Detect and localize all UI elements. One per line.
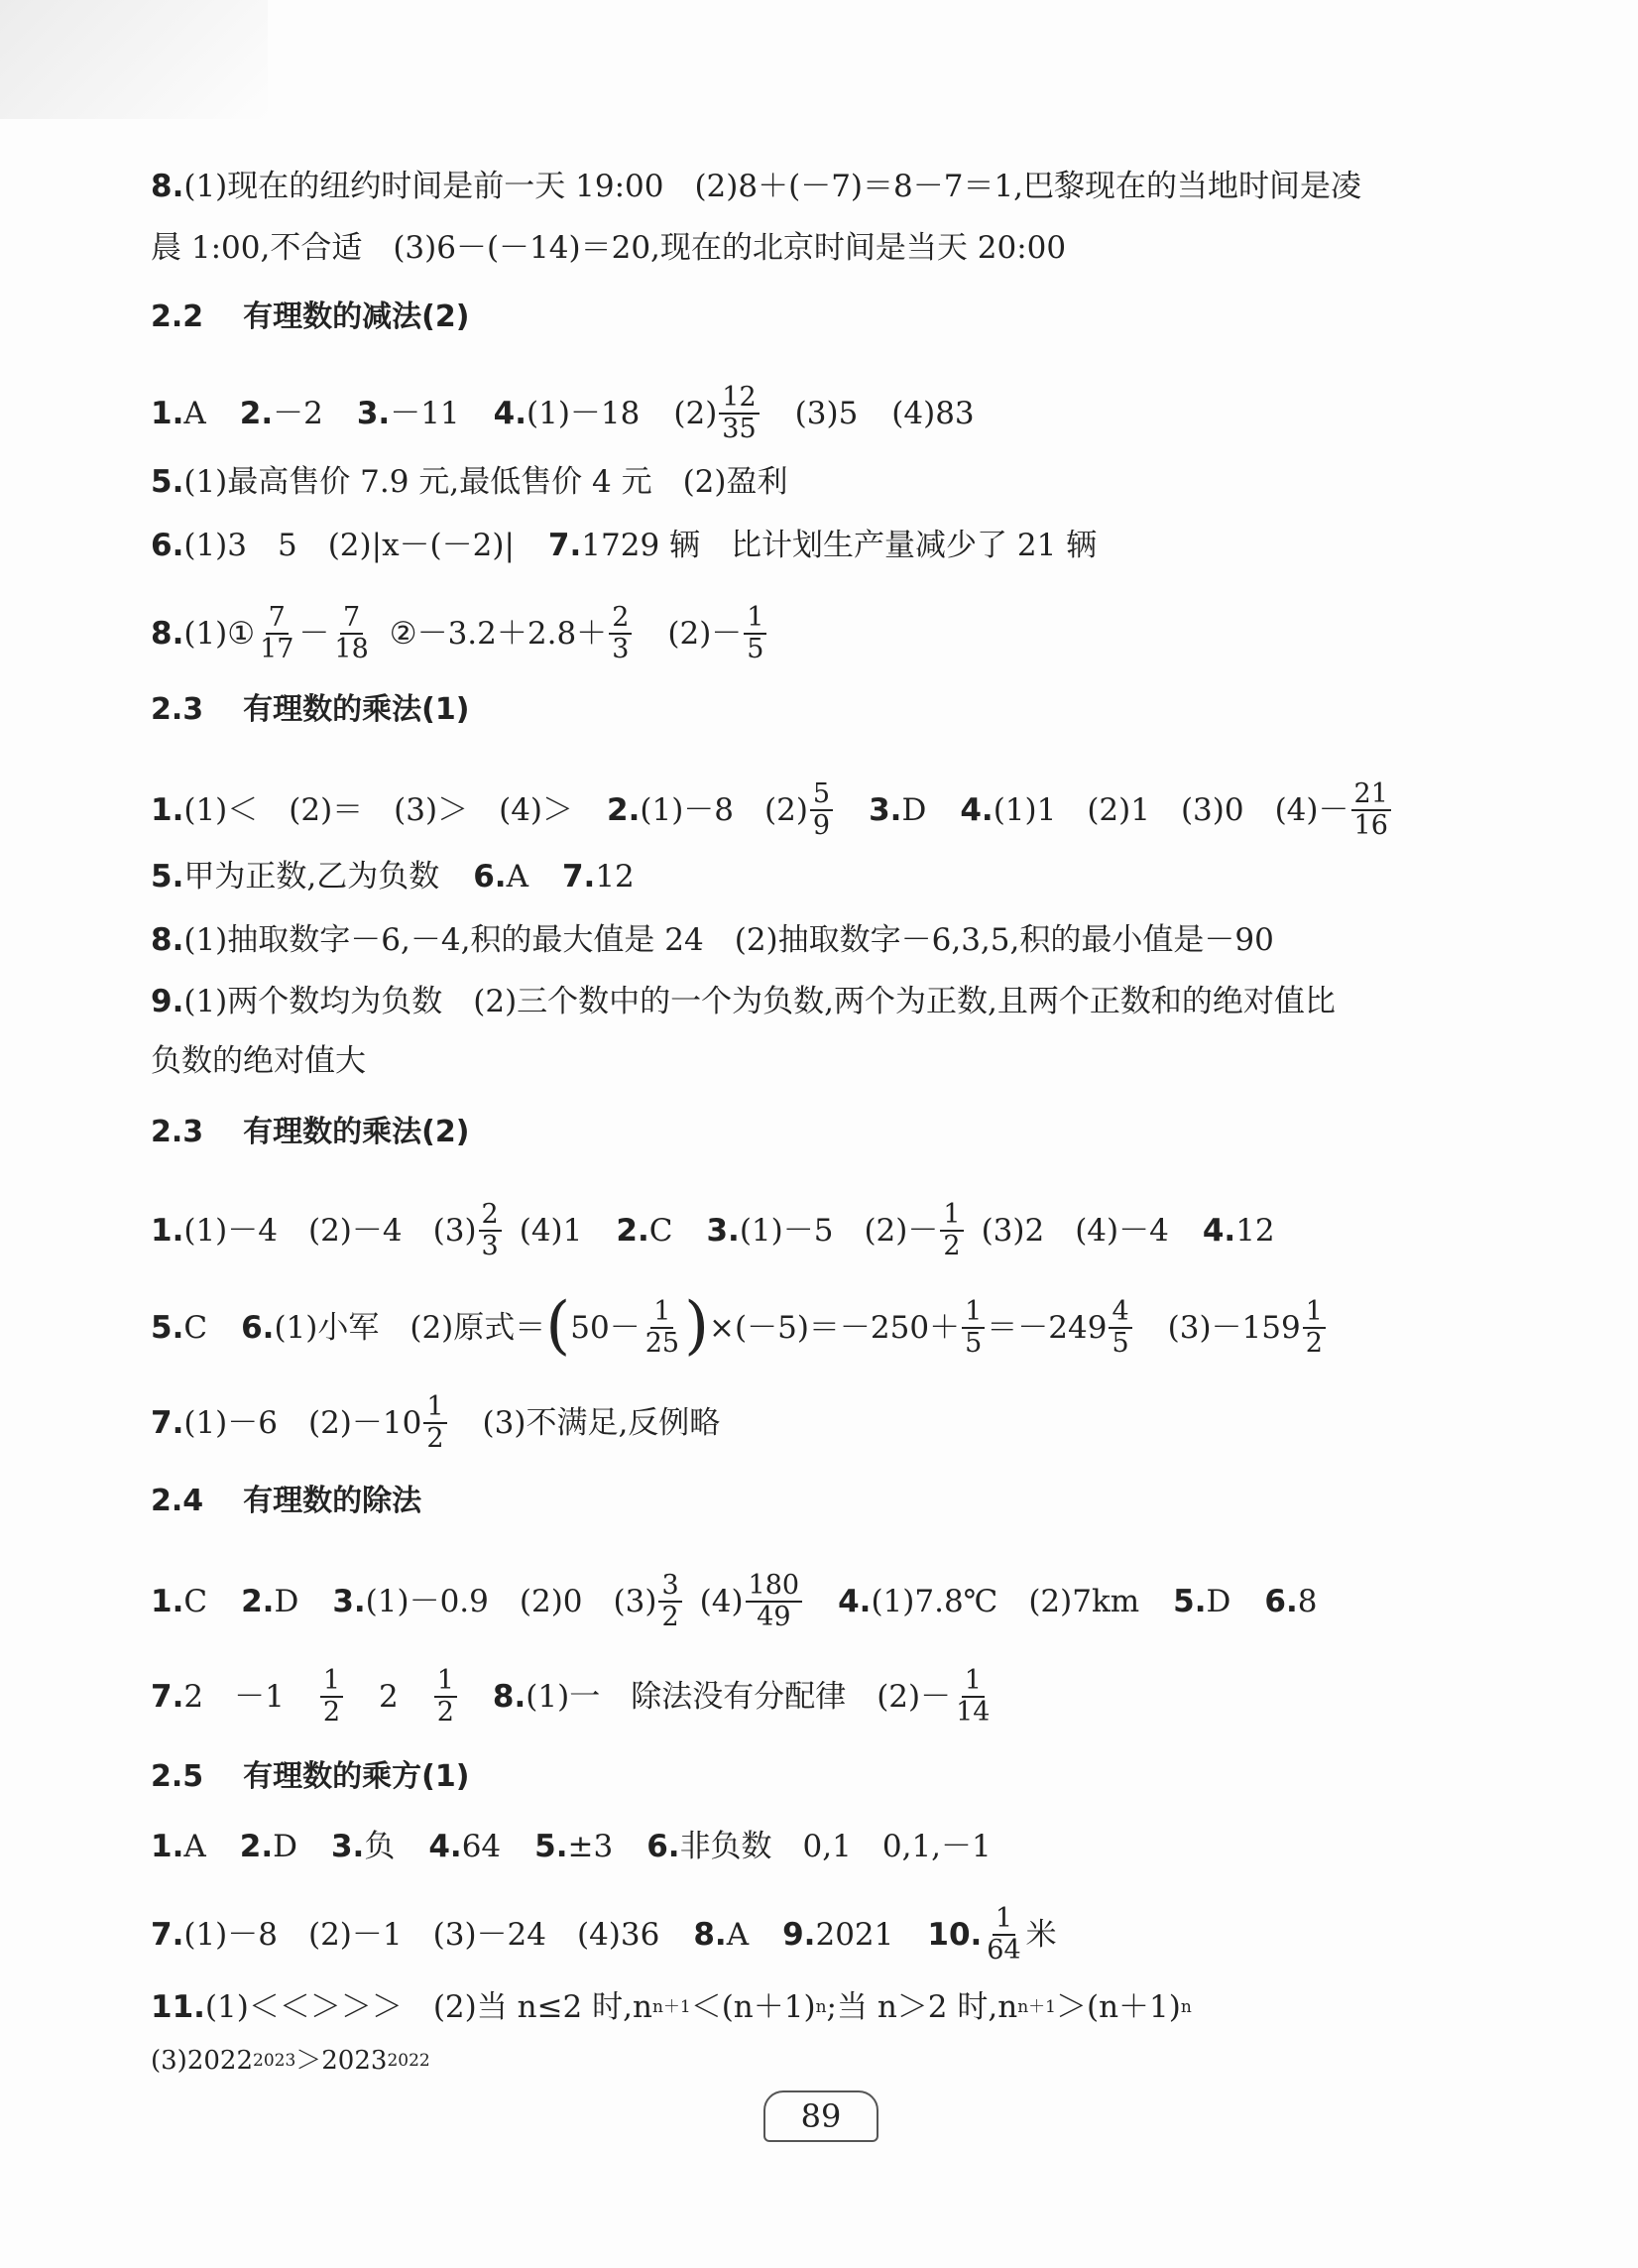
answer-line [151, 1987, 1489, 2027]
answer-text: (4)83 [891, 396, 975, 431]
answer-text: 2 －1 [183, 1679, 285, 1715]
question-number: 4. [1202, 1213, 1236, 1249]
numerator: 12 [719, 383, 759, 415]
answer-text: 2 [379, 1679, 399, 1715]
denominator: 5 [747, 634, 764, 664]
answer-text: C [183, 1310, 208, 1346]
fraction [423, 1392, 446, 1454]
answer-text: A [183, 396, 206, 431]
section-title: 有理数的乘法(2) [243, 1115, 470, 1149]
answer-line [151, 1289, 1489, 1363]
answer-text: C [183, 1584, 208, 1619]
fraction [257, 603, 296, 664]
answer-text: (3)2022 [151, 2046, 253, 2076]
exponent: 2023 [253, 2051, 296, 2071]
fraction [434, 1666, 457, 1728]
denominator: 17 [260, 634, 294, 664]
numerator: 1 [962, 1297, 985, 1329]
question-number: 4. [960, 792, 994, 828]
fraction [746, 1571, 803, 1632]
denominator: 5 [965, 1328, 983, 1359]
answer-text: A [183, 1829, 206, 1864]
answer-text: (1)－5 (2)－ [739, 1213, 939, 1249]
answer-text: (1)一 除法没有分配律 (2)－ [526, 1679, 952, 1715]
denominator: 64 [987, 1935, 1021, 1966]
answer-text: (1)小军 (2)原式＝ [274, 1310, 546, 1346]
answer-text: (1)1 (2)1 (3)0 (4)－ [993, 792, 1349, 828]
answer-text: － [298, 616, 330, 652]
answer-text: ＜(n＋1) [690, 1989, 816, 2025]
exponent: 2022 [387, 2051, 430, 2071]
section-number: 2.5 [151, 1759, 204, 1794]
answer-text: ;当 n＞2 时,n [826, 1989, 1018, 2025]
answer-line [151, 1571, 1489, 1632]
question-number: 7. [151, 1405, 184, 1441]
answer-text: (1)＜＜＞＞＞ (2)当 n≤2 时,n [204, 1989, 652, 2025]
denominator: 2 [661, 1602, 679, 1632]
answer-line [151, 167, 1489, 206]
answer-text: (2)－ [667, 616, 743, 652]
answer-line [151, 857, 1489, 896]
question-number: 5. [151, 859, 184, 895]
fraction [479, 1200, 502, 1261]
question-number: 3. [330, 1829, 365, 1864]
answer-text: D [273, 1829, 297, 1864]
numerator: 180 [746, 1571, 803, 1603]
question-number: 6. [1264, 1584, 1298, 1619]
answer-text: (1)＜ (2)＝ (3)＞ (4)＞ [183, 792, 574, 828]
exponent: n＋1 [1017, 1997, 1056, 2017]
answer-text: 2021 [815, 1917, 894, 1953]
section-heading [151, 1757, 469, 1797]
numerator: 1 [423, 1392, 446, 1424]
question-number: 6. [241, 1310, 275, 1346]
question-number: 10. [927, 1917, 983, 1953]
section-title: 有理数的除法 [243, 1484, 422, 1518]
numerator: 1 [650, 1297, 673, 1329]
answer-text: ＞2023 [295, 2046, 388, 2076]
answer-line [151, 1392, 1489, 1454]
exponent: n [815, 1997, 827, 2017]
denominator: 2 [436, 1697, 454, 1728]
question-number: 5. [151, 1310, 184, 1346]
section-heading [151, 1113, 469, 1152]
question-number: 7. [151, 1917, 184, 1953]
fraction [658, 1571, 681, 1632]
answer-text: 米 [1025, 1917, 1057, 1953]
answer-text: －2 [273, 396, 323, 431]
denominator: 18 [334, 634, 369, 664]
question-number: 5. [1173, 1584, 1207, 1619]
answer-text: ±3 [567, 1829, 614, 1864]
question-number: 6. [151, 528, 184, 563]
answer-text: (2) [673, 396, 718, 431]
answer-text: ×(－5)＝－250＋ [709, 1310, 961, 1346]
numerator: 1 [962, 1666, 985, 1698]
answer-text: 12 [1235, 1213, 1275, 1249]
question-number: 2. [241, 1584, 275, 1619]
answer-text: A [726, 1917, 750, 1953]
answer-text: (1)－18 [526, 396, 641, 431]
question-number: 3. [356, 396, 391, 431]
question-number: 3. [706, 1213, 740, 1249]
answer-text: (4) [699, 1584, 744, 1619]
section-title: 有理数的乘法(1) [243, 692, 470, 727]
answer-text: 晨 1:00,不合适 (3)6－(－14)＝20,现在的北京时间是当天 20:00 [151, 230, 1067, 266]
answer-line [151, 1200, 1489, 1261]
question-number: 1. [151, 1829, 184, 1864]
answer-text: (1)－6 (2)－10 [183, 1405, 422, 1441]
denominator: 25 [644, 1328, 680, 1359]
question-number: 3. [869, 792, 902, 828]
denominator: 2 [1305, 1328, 1323, 1359]
section-title: 有理数的减法(2) [243, 299, 470, 334]
fraction [1303, 1297, 1326, 1359]
answer-text: (1)现在的纽约时间是前一天 19:00 (2)8＋(－7)＝8－7＝1,巴黎现在的当地时间是凌 [183, 169, 1362, 204]
denominator: 5 [1112, 1328, 1129, 1359]
answer-text: 非负数 0,1 0,1,－1 [679, 1829, 992, 1864]
answer-text: (1)① [183, 616, 256, 652]
question-number: 5. [151, 464, 184, 500]
answer-line [151, 603, 1489, 664]
denominator: 2 [322, 1697, 340, 1728]
answer-text: (1)－4 (2)－4 (3) [183, 1213, 477, 1249]
answer-text: 负 [364, 1829, 396, 1864]
exponent: n＋1 [651, 1997, 691, 2017]
numerator: 3 [658, 1571, 681, 1603]
answer-text: A [506, 859, 528, 895]
numerator: 4 [1109, 1297, 1131, 1329]
section-heading [151, 298, 469, 337]
section-number: 2.2 [151, 299, 204, 334]
question-number: 4. [838, 1584, 872, 1619]
answer-line [151, 228, 1489, 268]
fraction [719, 383, 759, 444]
answer-line [151, 383, 1489, 444]
answer-text: (1)－8 (2)－1 (3)－24 (4)36 [183, 1917, 660, 1953]
answer-text: D [1206, 1584, 1231, 1619]
numerator: 1 [320, 1666, 343, 1698]
answer-text: (1)最高售价 7.9 元,最低售价 4 元 (2)盈利 [183, 464, 788, 500]
fraction [320, 1666, 343, 1728]
answer-text: ＝－249 [987, 1310, 1108, 1346]
question-number: 4. [493, 396, 527, 431]
section-heading [151, 690, 469, 730]
answer-text: 8 [1297, 1584, 1318, 1619]
numerator: 1 [1303, 1297, 1326, 1329]
numerator: 1 [940, 1200, 963, 1232]
question-number: 8. [151, 616, 184, 652]
denominator: 16 [1353, 810, 1388, 841]
answer-text: (3)－159 [1167, 1310, 1301, 1346]
answer-text: (1)两个数均为负数 (2)三个数中的一个为负数,两个为正数,且两个正数和的绝对值比 [183, 984, 1336, 1019]
answer-text: (1)7.8℃ (2)7km [871, 1584, 1140, 1619]
answer-line [151, 1904, 1489, 1966]
section-number: 2.4 [151, 1484, 204, 1518]
question-number: 7. [151, 1679, 184, 1715]
numerator: 2 [479, 1200, 502, 1232]
answer-text: D [274, 1584, 299, 1619]
exponent: n [1180, 1997, 1192, 2017]
page-number: 89 [763, 2090, 878, 2142]
denominator: 2 [943, 1231, 961, 1261]
question-number: 1. [151, 792, 184, 828]
denominator: 49 [757, 1602, 791, 1632]
section-heading [151, 1482, 421, 1521]
answer-text: C [648, 1213, 673, 1249]
answer-text: (3)2 (4)－4 [981, 1213, 1169, 1249]
section-number: 2.3 [151, 692, 204, 727]
answer-line [151, 779, 1489, 841]
answer-text: －11 [390, 396, 460, 431]
question-number: 5. [534, 1829, 568, 1864]
question-number: 7. [547, 528, 582, 563]
answer-text: 甲为正数,乙为负数 [183, 859, 440, 895]
question-number: 8. [492, 1679, 526, 1715]
question-number: 11. [151, 1989, 205, 2025]
answer-text: (1)－8 (2) [640, 792, 808, 828]
answer-text: (4)1 [519, 1213, 583, 1249]
numerator: 7 [266, 603, 289, 635]
right-paren: ) [684, 1289, 710, 1363]
fraction [331, 603, 371, 664]
question-number: 3. [332, 1584, 366, 1619]
answer-line [151, 1041, 1489, 1081]
question-number: 8. [693, 1917, 727, 1953]
fraction [1109, 1297, 1131, 1359]
answer-text: 64 [461, 1829, 502, 1864]
fraction [953, 1666, 993, 1728]
answer-text: 50－ [570, 1310, 641, 1346]
answer-line [151, 1827, 1489, 1866]
question-number: 8. [151, 922, 184, 958]
question-number: 1. [151, 1584, 184, 1619]
answer-text: D [901, 792, 927, 828]
answer-text: (3)不满足,反例略 [482, 1405, 721, 1441]
fraction [609, 603, 632, 664]
section-title: 有理数的乘方(1) [243, 1759, 470, 1794]
question-number: 2. [239, 396, 274, 431]
denominator: 3 [481, 1231, 499, 1261]
scan-corner-mark [0, 0, 268, 119]
numerator: 21 [1351, 779, 1391, 811]
numerator: 2 [609, 603, 632, 635]
answer-text: (1)－0.9 (2)0 (3) [365, 1584, 657, 1619]
answer-text: 1729 辆 比计划生产量减少了 21 辆 [581, 528, 1098, 563]
question-number: 6. [473, 859, 507, 895]
question-number: 4. [428, 1829, 462, 1864]
question-number: 1. [151, 396, 184, 431]
answer-line [151, 1666, 1489, 1728]
answer-text: (3)5 [794, 396, 859, 431]
denominator: 3 [612, 634, 630, 664]
answer-line [151, 982, 1489, 1021]
question-number: 2. [616, 1213, 649, 1249]
fraction [744, 603, 766, 664]
answer-line [151, 920, 1489, 960]
fraction [1351, 779, 1391, 841]
question-number: 9. [151, 984, 184, 1019]
numerator: 1 [434, 1666, 457, 1698]
fraction [643, 1297, 682, 1359]
numerator: 7 [340, 603, 363, 635]
answer-line [151, 526, 1489, 565]
answer-line [151, 2041, 1489, 2081]
question-number: 7. [561, 859, 596, 895]
fraction [962, 1297, 985, 1359]
question-number: 6. [646, 1829, 680, 1864]
answer-text: ②－3.2＋2.8＋ [389, 616, 608, 652]
numerator: 1 [993, 1904, 1015, 1936]
numerator: 1 [744, 603, 766, 635]
answer-text: ＞(n＋1) [1055, 1989, 1181, 2025]
answer-text: (1)3 5 (2)|x－(－2)| [183, 528, 515, 563]
question-number: 2. [607, 792, 641, 828]
fraction [940, 1200, 963, 1261]
numerator: 5 [810, 779, 833, 811]
answer-text: 12 [595, 859, 635, 895]
fraction [984, 1904, 1023, 1966]
fraction [810, 779, 833, 841]
denominator: 35 [722, 414, 757, 444]
question-number: 9. [782, 1917, 816, 1953]
section-number: 2.3 [151, 1115, 204, 1149]
answer-line [151, 462, 1489, 502]
question-number: 2. [239, 1829, 274, 1864]
denominator: 2 [426, 1423, 444, 1454]
question-number: 1. [151, 1213, 184, 1249]
answer-text: 负数的绝对值大 [151, 1043, 366, 1079]
denominator: 14 [956, 1697, 991, 1728]
question-number: 8. [151, 169, 184, 204]
left-paren: ( [545, 1289, 571, 1363]
answer-text: (1)抽取数字－6,－4,积的最大值是 24 (2)抽取数字－6,3,5,积的最小值是－90 [183, 922, 1274, 958]
denominator: 9 [812, 810, 831, 841]
